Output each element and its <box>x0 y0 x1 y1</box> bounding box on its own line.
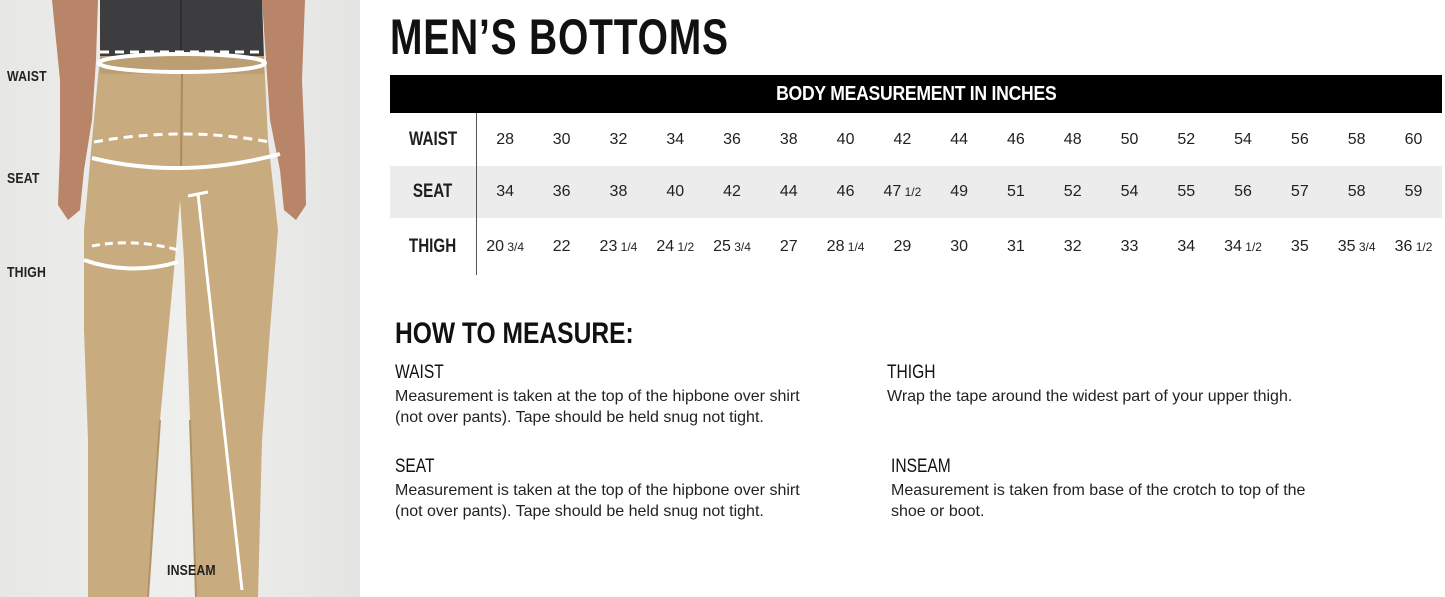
size-whole: 47 <box>883 183 902 200</box>
pants-illustration <box>0 0 360 597</box>
thigh-figure-label: THIGH <box>7 264 47 281</box>
size-cell <box>590 218 647 275</box>
inseam-text-line2: shoe or boot. <box>891 503 985 520</box>
row-label-text: WAIST <box>408 128 458 150</box>
size-cell <box>874 166 931 218</box>
size-cell: 22 <box>552 237 571 255</box>
size-whole: 34 <box>1224 237 1242 255</box>
size-cell <box>1385 218 1442 275</box>
size-whole: 25 <box>713 237 731 255</box>
row-label-text: SEAT <box>413 181 453 202</box>
size-cell: 55 <box>1177 183 1196 200</box>
size-cell: 54 <box>1120 183 1139 200</box>
inseam-text-line1: Measurement is taken from base of the crotch to top of the <box>891 482 1306 499</box>
size-cell: 36 <box>552 183 571 200</box>
size-whole: 24 <box>656 237 675 255</box>
size-cell: 56 <box>1234 183 1252 200</box>
size-cell: 57 <box>1290 183 1309 200</box>
row-label-text: THIGH <box>409 235 457 257</box>
row-label <box>390 166 477 218</box>
row-label <box>390 218 477 275</box>
size-cell: 31 <box>1007 237 1025 255</box>
table-header-text: BODY MEASUREMENT IN INCHES <box>775 83 1057 105</box>
size-whole: 23 <box>599 237 618 255</box>
size-cell: 60 <box>1404 130 1423 148</box>
inseam-instructions <box>891 456 1351 522</box>
size-cell <box>704 218 761 275</box>
seat-heading: SEAT <box>395 456 435 477</box>
size-cell: 33 <box>1120 237 1139 255</box>
waist-figure-label: WAIST <box>7 68 47 85</box>
size-cell: 40 <box>836 130 855 148</box>
size-cell: 44 <box>950 130 969 148</box>
size-cell: 40 <box>666 183 685 200</box>
size-cell: 52 <box>1177 130 1196 148</box>
size-fraction: 3/4 <box>730 239 751 254</box>
size-row-thigh <box>390 218 1442 275</box>
size-fraction: 3/4 <box>504 239 525 254</box>
size-whole: 35 <box>1337 237 1356 255</box>
size-cell <box>817 218 874 275</box>
seat-text-line2: (not over pants). Tape should be held snug not tight. <box>395 503 764 520</box>
size-cell: 34 <box>1177 237 1196 255</box>
size-cell: 46 <box>836 183 855 200</box>
size-fraction: 1/2 <box>1241 239 1262 254</box>
size-row-seat <box>390 166 1442 218</box>
size-fraction: 1/2 <box>674 239 695 254</box>
size-cell: 52 <box>1063 183 1082 200</box>
thigh-instructions <box>887 362 1347 407</box>
seat-figure-label: SEAT <box>7 170 40 187</box>
size-fraction: 1/4 <box>617 239 638 254</box>
size-fraction: 1/2 <box>1412 239 1433 254</box>
size-cell: 46 <box>1007 130 1025 148</box>
how-to-measure-title: HOW TO MEASURE: <box>395 317 634 350</box>
size-cell: 49 <box>950 183 969 200</box>
size-whole: 20 <box>486 237 505 255</box>
size-cell: 54 <box>1234 130 1252 148</box>
size-cell: 34 <box>496 183 515 200</box>
size-cell: 38 <box>779 130 798 148</box>
size-fraction: 1/2 <box>901 185 922 199</box>
thigh-heading: THIGH <box>887 362 936 383</box>
size-cell: 48 <box>1063 130 1082 148</box>
size-cell: 58 <box>1347 130 1366 148</box>
size-cell: 42 <box>893 130 912 148</box>
size-cell: 38 <box>609 183 628 200</box>
size-whole: 28 <box>826 237 845 255</box>
size-cell <box>1328 218 1385 275</box>
waist-text-line1: Measurement is taken at the top of the hipbone over shirt <box>395 388 800 405</box>
measurement-figure <box>0 0 360 597</box>
size-cell <box>647 218 704 275</box>
size-cell: 29 <box>893 237 912 255</box>
table-body <box>390 113 1442 275</box>
size-fraction: 1/4 <box>844 239 865 254</box>
size-cell: 30 <box>950 237 969 255</box>
size-cell: 58 <box>1347 183 1366 200</box>
size-cell: 27 <box>779 237 798 255</box>
waist-instructions <box>395 362 855 428</box>
size-cell: 36 <box>723 130 741 148</box>
size-cell: 28 <box>496 130 515 148</box>
page-title: MEN’S BOTTOMS <box>390 9 729 65</box>
seat-text-line1: Measurement is taken at the top of the hipbone over shirt <box>395 482 800 499</box>
size-cell: 44 <box>779 183 798 200</box>
size-cell: 51 <box>1007 183 1025 200</box>
waist-heading: WAIST <box>395 362 444 383</box>
size-cell: 56 <box>1290 130 1309 148</box>
size-cell: 50 <box>1120 130 1139 148</box>
size-whole: 36 <box>1394 237 1413 255</box>
size-cell <box>477 218 534 275</box>
row-label <box>390 113 477 166</box>
size-cell: 35 <box>1290 237 1309 255</box>
inseam-heading: INSEAM <box>891 456 951 477</box>
thigh-text-line1: Wrap the tape around the widest part of your upper thigh. <box>887 388 1293 405</box>
size-row-waist <box>390 113 1442 166</box>
size-chart-table <box>390 75 1442 275</box>
size-cell: 32 <box>609 130 628 148</box>
seat-instructions <box>395 456 855 522</box>
size-cell: 32 <box>1063 237 1082 255</box>
size-cell: 42 <box>723 183 741 200</box>
table-header <box>390 75 1442 113</box>
size-cell: 59 <box>1404 183 1423 200</box>
size-cell <box>1215 218 1272 275</box>
waist-text-line2: (not over pants). Tape should be held snug not tight. <box>395 409 764 426</box>
size-cell: 30 <box>552 130 571 148</box>
size-cell: 34 <box>666 130 685 148</box>
inseam-figure-label: INSEAM <box>167 562 216 579</box>
size-fraction: 3/4 <box>1355 239 1376 254</box>
